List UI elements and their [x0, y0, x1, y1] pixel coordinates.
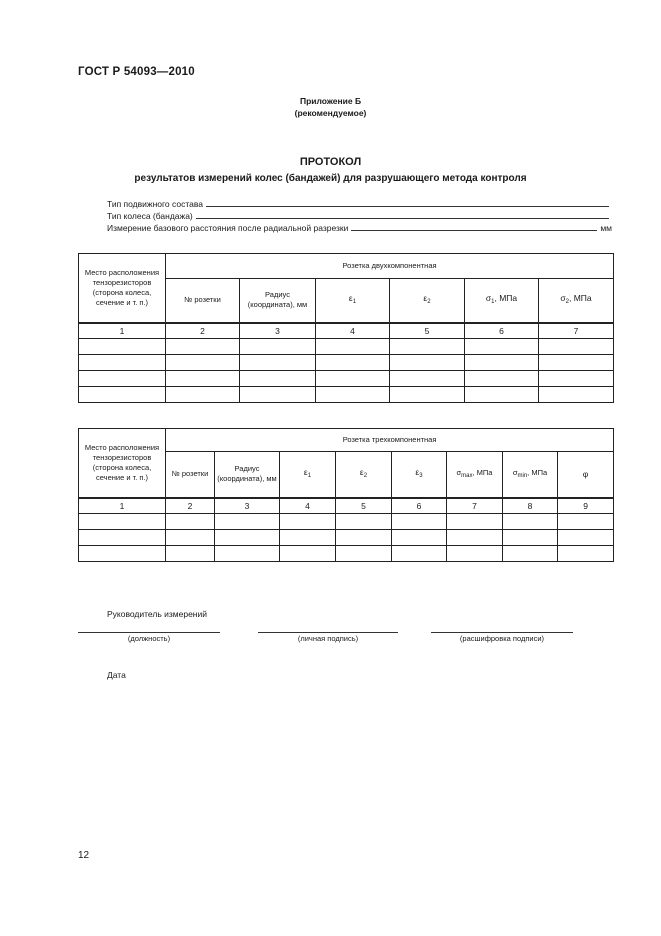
col-number: 5 — [390, 323, 465, 339]
header-sigma-max: $\sigma_{max}$, МПа — [447, 452, 503, 498]
header-phi: φ — [558, 452, 614, 498]
table-row — [79, 339, 614, 355]
table-row — [79, 355, 614, 371]
table-cell[interactable] — [392, 546, 447, 562]
table-cell[interactable] — [166, 514, 215, 530]
header-epsilon-1: $\varepsilon_1$ — [280, 452, 336, 498]
table-cell[interactable] — [215, 530, 280, 546]
table-row — [79, 371, 614, 387]
table-cell[interactable] — [465, 371, 539, 387]
header-socket-no: № розетки — [166, 452, 215, 498]
field-wheel-type — [107, 211, 612, 221]
table-cell[interactable] — [79, 546, 166, 562]
header-radius: Радиус (координата), мм — [215, 452, 280, 498]
table-cell[interactable] — [316, 339, 390, 355]
header-location: Место расположения тензорезисторов (сторона колеса, сечение и т. п.) — [79, 254, 166, 323]
col-number: 3 — [215, 498, 280, 514]
header-group: Розетка трехкомпонентная — [166, 429, 614, 452]
field-base-distance-label: Измерение базового расстояния после радиальной разрезки — [107, 223, 349, 233]
table-cell[interactable] — [336, 530, 392, 546]
field-rolling-stock-line[interactable] — [206, 205, 609, 207]
table-row — [79, 530, 614, 546]
col-number: 4 — [280, 498, 336, 514]
table-cell[interactable] — [447, 514, 503, 530]
table-cell[interactable] — [503, 546, 558, 562]
header-location: Место расположения тензорезисторов (сторона колеса, сечение и т. п.) — [79, 429, 166, 498]
header-sigma-2: $\sigma_2$, МПа — [539, 279, 614, 323]
table-cell[interactable] — [558, 514, 614, 530]
col-number: 8 — [503, 498, 558, 514]
annex-title: Приложение Б — [299, 96, 362, 106]
table-cell[interactable] — [465, 387, 539, 403]
protocol-title: ПРОТОКОЛ — [299, 156, 362, 168]
table-cell[interactable] — [465, 339, 539, 355]
col-number: 1 — [79, 323, 166, 339]
standard-number: ГОСТ Р 54093—2010 — [78, 66, 195, 78]
table-row — [79, 514, 614, 530]
field-base-distance-line[interactable] — [351, 229, 597, 231]
table-cell[interactable] — [215, 546, 280, 562]
table-cell[interactable] — [79, 530, 166, 546]
col-number: 7 — [539, 323, 614, 339]
field-base-distance-unit: мм — [600, 223, 612, 233]
col-number: 6 — [465, 323, 539, 339]
col-number: 5 — [336, 498, 392, 514]
table-cell[interactable] — [392, 514, 447, 530]
table-cell[interactable] — [465, 355, 539, 371]
table-cell[interactable] — [79, 355, 166, 371]
annex-note: (рекомендуемое) — [294, 108, 367, 118]
table-cell[interactable] — [166, 339, 240, 355]
header-group: Розетка двухкомпонентная — [166, 254, 614, 279]
table-cell[interactable] — [503, 530, 558, 546]
header-epsilon-2: $\varepsilon_2$ — [390, 279, 465, 323]
decoding-line[interactable] — [431, 631, 573, 633]
signature-line[interactable] — [258, 631, 398, 633]
header-epsilon-2: $\varepsilon_2$ — [336, 452, 392, 498]
col-number: 9 — [558, 498, 614, 514]
table-three-component — [78, 428, 614, 562]
field-wheel-type-label: Тип колеса (бандажа) — [107, 211, 193, 221]
table-cell[interactable] — [390, 355, 465, 371]
table-cell[interactable] — [240, 355, 316, 371]
col-number: 2 — [166, 498, 215, 514]
protocol-subtitle: результатов измерений колес (бандажей) для разрушающего метода контроля — [134, 173, 527, 184]
col-number: 7 — [447, 498, 503, 514]
header-sigma-1: $\sigma_1$, МПа — [465, 279, 539, 323]
col-number: 3 — [240, 323, 316, 339]
table-cell[interactable] — [503, 514, 558, 530]
header-epsilon-1: $\varepsilon_1$ — [316, 279, 390, 323]
table-cell[interactable] — [79, 514, 166, 530]
table-cell[interactable] — [166, 530, 215, 546]
page-number: 12 — [78, 850, 90, 861]
date-label: Дата — [107, 670, 126, 680]
table-cell[interactable] — [79, 387, 166, 403]
table-cell[interactable] — [79, 371, 166, 387]
table-cell[interactable] — [390, 387, 465, 403]
table-cell[interactable] — [240, 371, 316, 387]
table-cell[interactable] — [280, 514, 336, 530]
table-row — [79, 387, 614, 403]
table-cell[interactable] — [280, 530, 336, 546]
field-rolling-stock-label: Тип подвижного состава — [107, 199, 204, 209]
table-cell[interactable] — [539, 387, 614, 403]
decoding-caption: (расшифровка подписи) — [459, 634, 545, 643]
table-cell[interactable] — [539, 371, 614, 387]
table-cell[interactable] — [166, 355, 240, 371]
table-cell[interactable] — [280, 546, 336, 562]
table-cell[interactable] — [539, 339, 614, 355]
table-cell[interactable] — [390, 371, 465, 387]
table-cell[interactable] — [558, 530, 614, 546]
signature-caption: (личная подпись) — [297, 634, 359, 643]
table-cell[interactable] — [240, 387, 316, 403]
table-cell[interactable] — [336, 546, 392, 562]
header-radius: Радиус (координата), мм — [240, 279, 316, 323]
signature-head-label: Руководитель измерений — [107, 609, 207, 619]
header-sigma-min: $\sigma_{min}$, МПа — [503, 452, 558, 498]
table-cell[interactable] — [336, 514, 392, 530]
table-cell[interactable] — [316, 355, 390, 371]
position-caption: (должность) — [127, 634, 171, 643]
field-rolling-stock — [107, 199, 612, 209]
table-cell[interactable] — [215, 514, 280, 530]
table-row — [79, 546, 614, 562]
col-number: 4 — [316, 323, 390, 339]
header-epsilon-3: $\varepsilon_3$ — [392, 452, 447, 498]
table-two-component — [78, 253, 614, 403]
position-line[interactable] — [78, 631, 220, 633]
field-wheel-type-line[interactable] — [196, 217, 609, 219]
col-number: 6 — [392, 498, 447, 514]
table-cell[interactable] — [240, 339, 316, 355]
header-socket-no: № розетки — [166, 279, 240, 323]
table-cell[interactable] — [316, 387, 390, 403]
table-cell[interactable] — [558, 546, 614, 562]
table-cell[interactable] — [539, 355, 614, 371]
col-number: 2 — [166, 323, 240, 339]
table-cell[interactable] — [392, 530, 447, 546]
table-cell[interactable] — [79, 339, 166, 355]
table-cell[interactable] — [390, 339, 465, 355]
table-cell[interactable] — [166, 546, 215, 562]
field-base-distance — [107, 223, 612, 233]
col-number: 1 — [79, 498, 166, 514]
table-cell[interactable] — [447, 546, 503, 562]
table-cell[interactable] — [166, 371, 240, 387]
table-cell[interactable] — [166, 387, 240, 403]
table-cell[interactable] — [447, 530, 503, 546]
table-cell[interactable] — [316, 371, 390, 387]
